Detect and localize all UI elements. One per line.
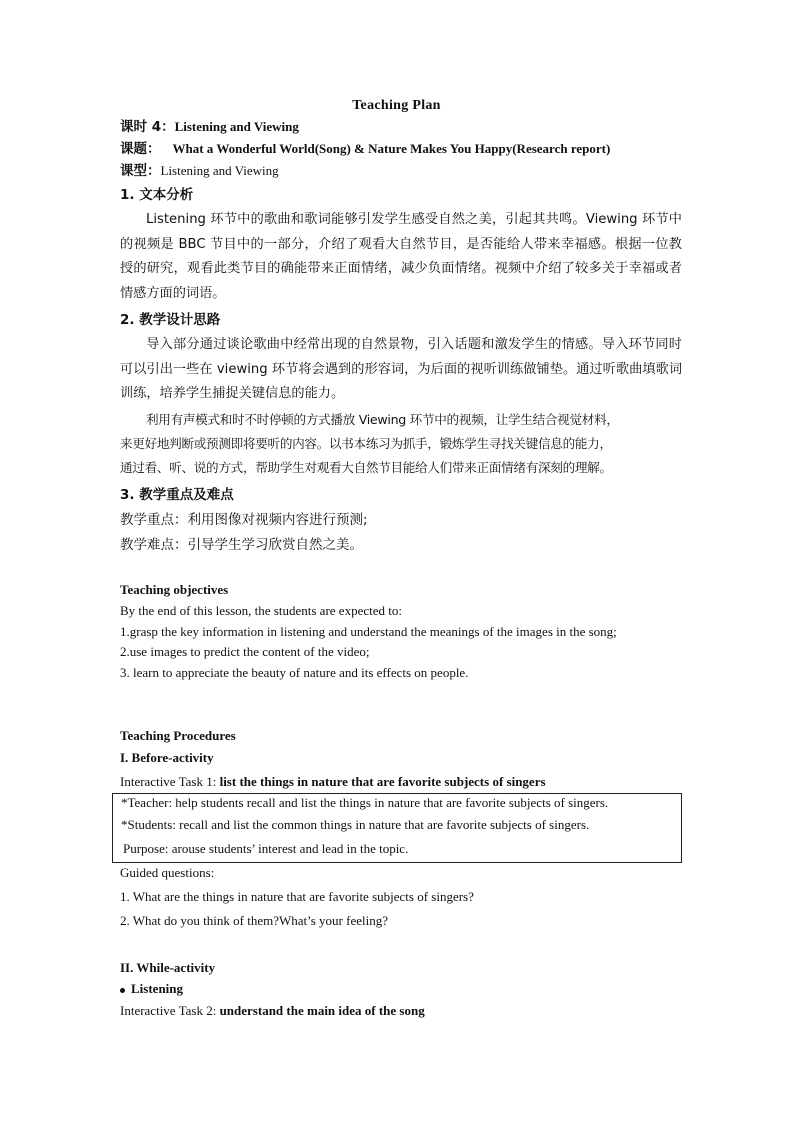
section2-heading: 2. 教学设计思路	[120, 312, 221, 328]
task-title: understand the main idea of the song	[219, 1003, 425, 1018]
before-activity-heading: I. Before-activity	[120, 750, 214, 765]
difficulty: 教学难点：引导学生学习欣赏自然之美。	[120, 537, 363, 553]
guided-question: 2. What do you think of them?What’s your feeling?	[120, 913, 388, 928]
objective-item: 1.grasp the key information in listening and understand the meanings of the images in the song;	[120, 624, 617, 639]
listening-bullet-item	[120, 980, 183, 998]
objectives-intro: By the end of this lesson, the students are expected to:	[120, 603, 402, 618]
section3-heading: 3. 教学重点及难点	[120, 487, 234, 503]
type-value: Listening and Viewing	[160, 163, 279, 178]
task-prefix: Interactive Task 1:	[120, 774, 220, 789]
objective-item: 3. learn to appreciate the beauty of nature and its effects on people.	[120, 665, 469, 680]
procedures-heading: Teaching Procedures	[120, 728, 236, 743]
section2-paragraph2-line3: 通过看、听、说的方式，帮助学生对观看大自然节目能给人们带来正面情绪有深刻的理解。	[120, 460, 612, 475]
section2-paragraph1: 导入部分通过谈论歌曲中经常出现的自然景物，引入话题和激发学生的情感。导入环节同时可以引出一些在 viewing 环节将会遇到的形容词，为后面的视听训练做铺垫。通过听歌曲填歌词训练，培养学生捕捉关键信息的能力。	[120, 337, 682, 401]
section1-paragraph: Listening 环节中的歌曲和歌词能够引发学生感受自然之美，引起其共鸣。Viewing 环节中的视频是 BBC 节目中的一部分，介绍了观看大自然节目，是否能给人带来幸福感。根据一位教授的研究，观看此类节目的确能带来正面情绪，减少负面情绪。视频中介绍了较多关于幸福或者情感方面的词语。	[120, 212, 682, 301]
lesson-line	[120, 118, 299, 136]
bullet-icon	[120, 988, 125, 993]
interactive-task-2	[120, 1002, 425, 1020]
type-line	[120, 162, 279, 180]
guided-question: 1. What are the things in nature that are favorite subjects of singers?	[120, 889, 474, 904]
guided-questions-label: Guided questions:	[120, 865, 215, 880]
topic-value: What a Wonderful World(Song) & Nature Makes You Happy(Research report)	[172, 141, 611, 156]
key-point: 教学重点：利用图像对视频内容进行预测;	[120, 512, 368, 528]
purpose-line: Purpose: arouse students’ interest and lead in the topic.	[123, 841, 409, 856]
while-activity-heading: II. While-activity	[120, 960, 216, 975]
lesson-value: Listening and Viewing	[174, 119, 299, 134]
section1-heading: 1. 文本分析	[120, 187, 194, 203]
task-1-box	[112, 793, 682, 863]
section2-paragraph2-line1: 利用有声模式和时不时停顿的方式播放 Viewing 环节中的视频，让学生结合视觉材料，	[146, 412, 619, 427]
task-title: list the things in nature that are favorite subjects of singers	[219, 774, 546, 789]
type-label: 课型：	[120, 163, 161, 179]
listening-label: Listening	[131, 981, 184, 996]
lesson-label: 课时 4：	[120, 119, 175, 135]
objective-item: 2.use images to predict the content of the video;	[120, 644, 370, 659]
objectives-heading: Teaching objectives	[120, 582, 229, 597]
task-prefix: Interactive Task 2:	[120, 1003, 220, 1018]
interactive-task-1	[120, 773, 546, 791]
topic-label: 课题：	[120, 141, 161, 157]
section2-paragraph2-line2: 来更好地判断或预测即将要听的内容。以书本练习为抓手，锻炼学生寻找关键信息的能力，	[120, 436, 612, 451]
topic-line	[120, 140, 610, 158]
teacher-line: *Teacher: help students recall and list the things in nature that are favorite subjects of singers.	[121, 795, 609, 810]
page-title: Teaching Plan	[352, 98, 441, 113]
students-line: *Students: recall and list the common things in nature that are favorite subjects of singers.	[121, 817, 590, 832]
